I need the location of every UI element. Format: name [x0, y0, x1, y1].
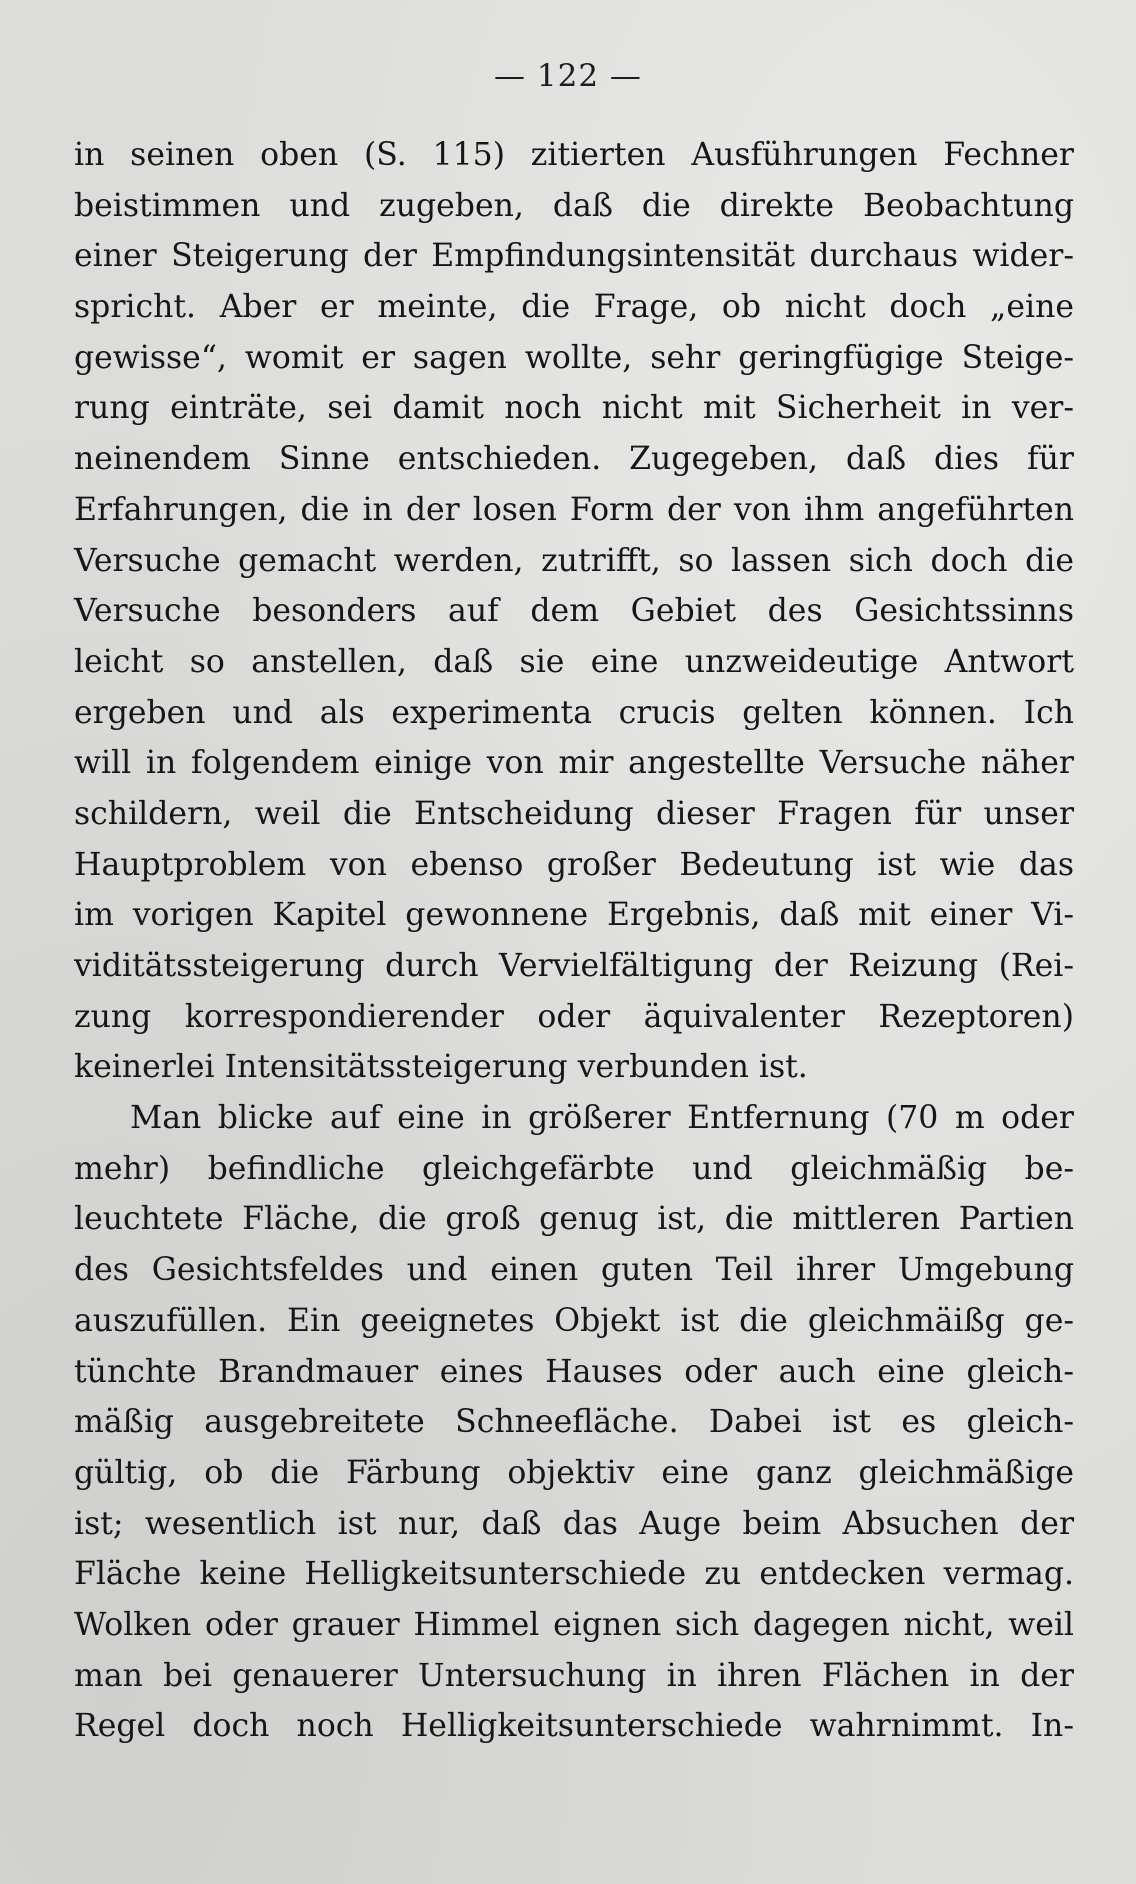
text-line: zung korrespondierender oder äquivalenter Rezeptoren)	[74, 998, 1074, 1035]
text-line: spricht. Aber er meinte, die Frage, ob nicht doch „eine	[74, 289, 1074, 326]
text-line: gültig, ob die Färbung objektiv eine ganz gleichmäßige	[74, 1454, 1074, 1491]
text-line: will in folgendem einige von mir angestellte Versuche näher	[74, 745, 1074, 782]
paragraph-1	[74, 130, 1074, 1093]
paragraph-2	[74, 1093, 1074, 1752]
text-line: schildern, weil die Entscheidung dieser Fragen für unser	[74, 795, 1074, 832]
text-line: Man blicke auf eine in größerer Entfernung (70 m oder	[130, 1100, 1074, 1137]
text-line: rung einträte, sei damit noch nicht mit Sicherheit in ver-	[74, 390, 1074, 427]
text-line: Fläche keine Helligkeitsunterschiede zu entdecken vermag.	[74, 1556, 1074, 1593]
text-line: Versuche gemacht werden, zutrifft, so lassen sich doch die	[74, 542, 1074, 579]
text-line: auszufüllen. Ein geeignetes Objekt ist die gleichmäißg ge-	[74, 1302, 1074, 1339]
text-line: man bei genauerer Untersuchung in ihren Flächen in der	[74, 1657, 1074, 1694]
text-line: Versuche besonders auf dem Gebiet des Gesichtssinns	[74, 593, 1074, 630]
text-line: einer Steigerung der Empfindungsintensität durchaus wider-	[74, 238, 1074, 275]
text-line: mäßig ausgebreitete Schneefläche. Dabei ist es gleich-	[74, 1404, 1074, 1441]
text-line: leuchtete Fläche, die groß genug ist, die mittleren Partien	[74, 1201, 1074, 1238]
text-line: leicht so anstellen, daß sie eine unzweideutige Antwort	[74, 643, 1074, 680]
text-line: beistimmen und zugeben, daß die direkte Beobachtung	[74, 187, 1074, 224]
text-line: tünchte Brandmauer eines Hauses oder auch eine gleich-	[74, 1353, 1074, 1390]
text-line: viditätssteigerung durch Vervielfältigung der Reizung (Rei-	[74, 948, 1074, 984]
text-line: gewisse“, womit er sagen wollte, sehr geringfügige Steige-	[74, 339, 1074, 376]
text-line: neinendem Sinne entschieden. Zugegeben, daß dies für	[74, 441, 1074, 478]
text-line: mehr) befindliche gleichgefärbte und gleichmäßig be-	[74, 1150, 1074, 1187]
body-text	[74, 130, 1074, 1752]
text-line: keinerlei Intensitätssteigerung verbunden ist.	[74, 1049, 808, 1086]
text-line: Regel doch noch Helligkeitsunterschiede wahrnimmt. In-	[74, 1708, 1074, 1745]
text-line: des Gesichtsfeldes und einen guten Teil ihrer Umgebung	[74, 1252, 1074, 1289]
text-line: im vorigen Kapitel gewonnene Ergebnis, daß mit einer Vi-	[74, 897, 1074, 934]
text-line: Wolken oder grauer Himmel eignen sich dagegen nicht, weil	[74, 1606, 1074, 1643]
text-line: ergeben und als experimenta crucis gelten können. Ich	[74, 694, 1074, 731]
text-line: in seinen oben (S. 115) zitierten Ausführungen Fechner	[74, 137, 1074, 173]
text-line: Erfahrungen, die in der losen Form der von ihm angeführten	[74, 491, 1074, 528]
page-number: — 122 —	[494, 58, 642, 94]
text-line: ist; wesentlich ist nur, daß das Auge beim Absuchen der	[74, 1505, 1074, 1542]
text-line: Hauptproblem von ebenso großer Bedeutung ist wie das	[74, 846, 1074, 883]
